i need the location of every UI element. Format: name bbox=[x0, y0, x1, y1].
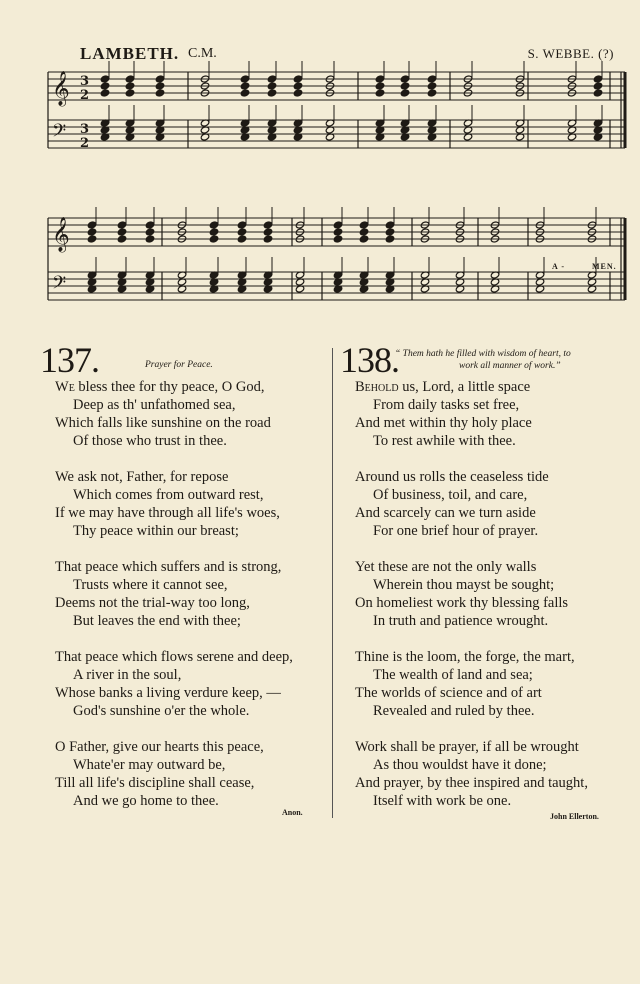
hymn-author: Anon. bbox=[282, 808, 303, 817]
note-head bbox=[155, 75, 164, 83]
treble-clef: 𝄞 bbox=[52, 71, 70, 106]
verse-line: Which falls like sunshine on the road bbox=[55, 415, 271, 431]
stanza bbox=[55, 648, 340, 720]
note-head bbox=[263, 228, 272, 236]
stanza bbox=[355, 558, 640, 630]
stanza bbox=[355, 468, 640, 540]
verse-line: Around us rolls the ceaseless tide bbox=[355, 469, 549, 485]
verse-line: But leaves the end with thee; bbox=[73, 613, 241, 629]
note-head bbox=[375, 75, 384, 83]
note-head bbox=[117, 221, 126, 229]
stanza bbox=[355, 648, 640, 720]
note-head bbox=[263, 235, 272, 243]
note-head bbox=[155, 89, 164, 97]
verse-line: Whose banks a living verdure keep, — bbox=[55, 685, 281, 701]
verse-line: And scarcely can we turn aside bbox=[355, 505, 536, 521]
hymn-stanzas bbox=[55, 378, 340, 828]
composer: S. WEBBE. (?) bbox=[527, 46, 614, 61]
note-head bbox=[125, 75, 134, 83]
note-head bbox=[359, 235, 368, 243]
bass-clef: 𝄢 bbox=[52, 273, 67, 298]
note-head bbox=[100, 89, 109, 97]
note-head bbox=[293, 75, 302, 83]
verse-line: On homeliest work thy blessing falls bbox=[355, 595, 569, 611]
note-head bbox=[375, 82, 384, 90]
verse-line: To rest awhile with thee. bbox=[373, 433, 516, 449]
verse-line: We ask not, Father, for repose bbox=[55, 469, 229, 485]
note-head bbox=[400, 75, 409, 83]
note-head bbox=[333, 221, 342, 229]
stanza bbox=[55, 558, 340, 630]
hymn-number: 138. bbox=[340, 340, 399, 380]
note-head bbox=[400, 89, 409, 97]
hymn-title-line-1: “ Them hath he filled with wisdom of heart, to bbox=[395, 349, 571, 359]
stanza bbox=[55, 738, 340, 810]
verse-line: Deems not the trial-way too long, bbox=[55, 595, 250, 611]
hymn-title-line-2: work all manner of work.” bbox=[459, 361, 561, 371]
verse-line: Of those who trust in thee. bbox=[73, 433, 227, 449]
bar-lines bbox=[48, 72, 625, 300]
drop-letter: B bbox=[355, 379, 365, 395]
verse-line: Revealed and ruled by thee. bbox=[373, 703, 535, 719]
hymn-stanzas bbox=[355, 378, 640, 828]
verse-line: From daily tasks set free, bbox=[373, 397, 520, 413]
amen-men: MEN. bbox=[592, 262, 617, 271]
note-head bbox=[100, 82, 109, 90]
first-line-rest: bless thee for thy peace, O God, bbox=[74, 379, 265, 395]
staff-lines bbox=[48, 72, 625, 300]
verse-line: The worlds of science and of art bbox=[355, 685, 542, 701]
time-signature-bottom: 2 bbox=[80, 88, 90, 103]
verse-line: Work shall be prayer, if all be wrought bbox=[355, 739, 579, 755]
verse-line: For one brief hour of prayer. bbox=[373, 523, 539, 539]
note-head bbox=[240, 82, 249, 90]
verse-line: And we go home to thee. bbox=[73, 793, 219, 809]
note-marks bbox=[87, 61, 602, 293]
verse-line: And met within thy holy place bbox=[355, 415, 532, 431]
note-head bbox=[263, 221, 272, 229]
hymn-title: Prayer for Peace. bbox=[145, 360, 213, 370]
verse-line: And prayer, by thee inspired and taught, bbox=[355, 775, 588, 791]
note-head bbox=[237, 221, 246, 229]
note-head bbox=[209, 235, 218, 243]
verse-line: As thou wouldst have it done; bbox=[373, 757, 547, 773]
note-head bbox=[293, 82, 302, 90]
note-head bbox=[359, 228, 368, 236]
note-head bbox=[427, 89, 436, 97]
note-head bbox=[155, 82, 164, 90]
note-head bbox=[400, 82, 409, 90]
verse-line: If we may have through all life's woes, bbox=[55, 505, 280, 521]
verse-line: O Father, give our hearts this peace, bbox=[55, 739, 264, 755]
note-head bbox=[87, 221, 96, 229]
note-head bbox=[385, 221, 394, 229]
tune-name: LAMBETH. bbox=[80, 44, 180, 63]
note-head bbox=[237, 228, 246, 236]
note-head bbox=[117, 228, 126, 236]
note-head bbox=[267, 75, 276, 83]
stanza bbox=[355, 738, 640, 810]
note-head bbox=[293, 89, 302, 97]
note-head bbox=[267, 89, 276, 97]
note-head bbox=[209, 221, 218, 229]
time-signature-top: 3 bbox=[80, 122, 90, 137]
verse-line: Which comes from outward rest, bbox=[73, 487, 264, 503]
verse-line bbox=[355, 378, 640, 396]
verse-line: Yet these are not the only walls bbox=[355, 559, 537, 575]
note-head bbox=[145, 228, 154, 236]
verse-line: In truth and patience wrought. bbox=[373, 613, 549, 629]
verse-line: Wherein thou mayst be sought; bbox=[373, 577, 555, 593]
verse-line: That peace which suffers and is strong, bbox=[55, 559, 282, 575]
note-head bbox=[359, 221, 368, 229]
verse-line: Thine is the loom, the forge, the mart, bbox=[355, 649, 575, 665]
note-head bbox=[375, 89, 384, 97]
verse-line: God's sunshine o'er the whole. bbox=[73, 703, 250, 719]
note-head bbox=[385, 228, 394, 236]
verse-line: That peace which flows serene and deep, bbox=[55, 649, 293, 665]
first-line-rest: us, Lord, a little space bbox=[398, 379, 531, 395]
verse-line: A river in the soul, bbox=[73, 667, 182, 683]
amen-a: A - bbox=[552, 262, 565, 271]
note-head bbox=[240, 89, 249, 97]
stanza bbox=[55, 468, 340, 540]
note-head bbox=[267, 82, 276, 90]
note-head bbox=[427, 82, 436, 90]
hymn-title bbox=[395, 348, 625, 372]
verse-line: Whate'er may outward be, bbox=[73, 757, 226, 773]
note-head bbox=[593, 89, 602, 97]
hymn-author: John Ellerton. bbox=[550, 812, 599, 821]
note-head bbox=[333, 235, 342, 243]
stanza bbox=[355, 378, 640, 450]
hymn-number: 137. bbox=[40, 340, 99, 380]
note-head bbox=[237, 235, 246, 243]
verse-line: Of business, toil, and care, bbox=[373, 487, 528, 503]
note-head bbox=[117, 235, 126, 243]
time-signature-top: 3 bbox=[80, 74, 90, 89]
drop-letter: W bbox=[55, 379, 69, 395]
time-signature-bottom: 2 bbox=[80, 136, 90, 151]
note-head bbox=[145, 221, 154, 229]
verse-line: Trusts where it cannot see, bbox=[73, 577, 228, 593]
verse-line: Deep as th' unfathomed sea, bbox=[73, 397, 236, 413]
clefs bbox=[52, 71, 89, 298]
first-word-rest: ehold bbox=[364, 379, 399, 395]
music-score bbox=[0, 0, 640, 340]
note-head bbox=[209, 228, 218, 236]
stanza bbox=[55, 378, 340, 450]
note-head bbox=[87, 235, 96, 243]
note-head bbox=[125, 82, 134, 90]
note-head bbox=[427, 75, 436, 83]
note-head bbox=[385, 235, 394, 243]
verse-line: Till all life's discipline shall cease, bbox=[55, 775, 255, 791]
first-word-rest: e bbox=[68, 379, 75, 395]
verse-line: Thy peace within our breast; bbox=[73, 523, 239, 539]
bass-clef: 𝄢 bbox=[52, 121, 67, 146]
tune-meter: C.M. bbox=[188, 46, 217, 61]
note-head bbox=[125, 89, 134, 97]
verse-line bbox=[55, 378, 340, 396]
note-head bbox=[87, 228, 96, 236]
note-head bbox=[100, 75, 109, 83]
verse-line: Itself with work be one. bbox=[373, 793, 512, 809]
note-head bbox=[593, 75, 602, 83]
treble-clef: 𝄞 bbox=[52, 217, 70, 252]
verse-line: The wealth of land and sea; bbox=[373, 667, 533, 683]
note-head bbox=[333, 228, 342, 236]
note-head bbox=[593, 82, 602, 90]
note-head bbox=[145, 235, 154, 243]
note-head bbox=[240, 75, 249, 83]
